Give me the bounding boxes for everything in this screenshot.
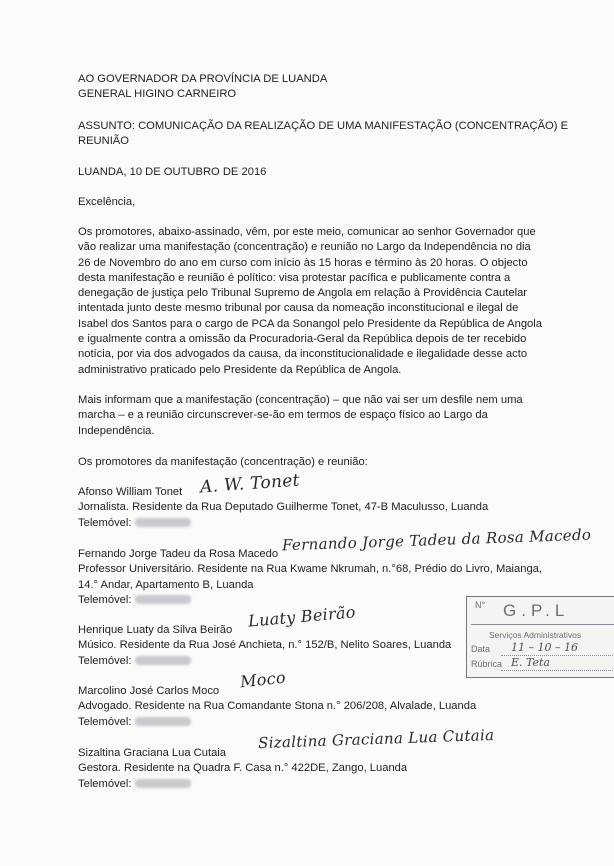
stamp-rubrica-underline [501, 670, 613, 671]
stamp-title: G.P.L [503, 601, 570, 620]
paragraph-line: Independência. [78, 424, 155, 437]
paragraph-line: notícia, por via dos advogados da causa, da inconstitucionalidade e ilegalidade desse acto [78, 348, 528, 361]
redacted-phone [135, 518, 191, 527]
promoter-name: Marcolino José Carlos Moco [78, 685, 220, 697]
promoter-phone: Telemóvel: [78, 777, 558, 792]
paragraph-line: administrativo praticado pelo Presidente da República de Angola. [78, 363, 402, 376]
stamp-rubrica-label: Rúbrica [471, 659, 503, 669]
promoter-phone: Telemóvel: [78, 516, 558, 531]
promoter-entry [78, 746, 558, 792]
stamp-mark: N° [475, 600, 486, 610]
promoter-phone: Telemóvel: [78, 715, 558, 730]
signature-beirao: Luaty Beirão [247, 602, 357, 631]
subject-line: ASSUNTO: COMUNICAÇÃO DA REALIZAÇÃO DE UMA MANIFESTAÇÃO (CONCENTRAÇÃO) E [78, 120, 569, 132]
stamp-date-value: 11 – 10 – 16 [511, 641, 578, 654]
promoter-phone: Telemóvel: [78, 593, 558, 608]
stamp-date-label: Data [471, 644, 491, 654]
promoter-details: Gestora. Residente na Quadra F. Casa n.° 422DE, Zango, Luanda [78, 762, 408, 775]
paragraph-line: 26 de Novembro do ano em curso com início às 15 horas e término às 20 horas. O objecto [78, 256, 528, 269]
promoter-phone: Telemóvel: [78, 654, 558, 669]
subject [78, 119, 569, 150]
promoter-details: Jornalista. Residente da Rua Deputado Guilherme Tonet, 47-B Maculusso, Luanda [78, 501, 489, 514]
salutation: Excelência, [78, 196, 136, 208]
signature-moco: Moco [239, 667, 287, 692]
promoter-entry [78, 485, 558, 531]
addressee-line: AO GOVERNADOR DA PROVÍNCIA DE LUANDA [78, 73, 328, 85]
paragraph-line: e igualmente contra a omissão da Procuradoria-Geral da República depois de ter recebido [78, 333, 527, 346]
promoter-details: Músico. Residente da Rua José Anchieta, n.° 152/B, Nelito Soares, Luanda [78, 639, 452, 652]
paragraph-2 [78, 393, 558, 439]
promoters-intro: Os promotores da manifestação (concentração) e reunião: [78, 456, 368, 468]
promoter-details: Professor Universitário. Residente na Rua Kwame Nkrumah, n.°68, Prédio do Livro, Maianga, [78, 563, 543, 576]
promoter-details: 14.° Andar, Apartamento B, Luanda [78, 578, 254, 591]
redacted-phone [135, 595, 191, 604]
promoter-entry [78, 684, 558, 730]
stamp-divider [471, 624, 614, 625]
promoter-name: Fernando Jorge Tadeu da Rosa Macedo [78, 548, 279, 560]
signature-tonet: A. W. Tonet [199, 470, 301, 498]
promoter-details: Advogado. Residente na Rua Comandante Stona n.° 206/208, Alvalade, Luanda [78, 700, 477, 713]
promoter-name: Henrique Luaty da Silva Beirão [78, 624, 233, 636]
paragraph-line: Os promotores, abaixo-assinado, vêm, por este meio, comunicar ao senhor Governador que [78, 226, 536, 238]
paragraph-1 [78, 225, 558, 378]
addressee-line: GENERAL HIGINO CARNEIRO [78, 88, 237, 101]
date-line: LUANDA, 10 DE OUTUBRO DE 2016 [78, 166, 267, 178]
paragraph-line: vão realizar uma manifestação (concentração) e reunião no Largo da Independência no dia [78, 241, 531, 254]
subject-line: REUNIÃO [78, 135, 129, 148]
paragraph-line: denegação de justiça pelo Tribunal Supremo de Angola em relação à Providência Cautelar [78, 287, 528, 300]
paragraph-line: intentada junto deste mesmo tribunal por causa da nomeação inconstitucional e ilegal de [78, 302, 519, 315]
promoter-name: Afonso William Tonet [78, 486, 183, 498]
paragraph-line: Isabel dos Santos para o cargo de PCA da Sonangol pelo Presidente da República de Angola [78, 317, 542, 330]
signature-cutaia: Sizaltina Graciana Lua Cutaia [257, 725, 495, 753]
stamp-rubrica-value: E. Teta [511, 656, 550, 669]
redacted-phone [135, 779, 191, 788]
paragraph-line: desta manifestação e reunião é político: visa protestar pacífica e publicamente contra a [78, 271, 511, 284]
reception-stamp [466, 596, 614, 678]
paragraph-line: Mais informam que a manifestação (concentração) – que não vai ser um desfile nem uma [78, 394, 523, 406]
stamp-service: Serviços Administrativos [489, 630, 582, 640]
redacted-phone [135, 717, 191, 726]
signature-macedo: Fernando Jorge Tadeu da Rosa Macedo [281, 525, 592, 555]
promoter-name: Sizaltina Graciana Lua Cutaia [78, 747, 227, 759]
redacted-phone [135, 656, 191, 665]
paragraph-line: marcha – e a reunião circunscrever-se-ão em termos de espaço físico ao Largo da [78, 409, 488, 422]
addressee [78, 72, 558, 103]
